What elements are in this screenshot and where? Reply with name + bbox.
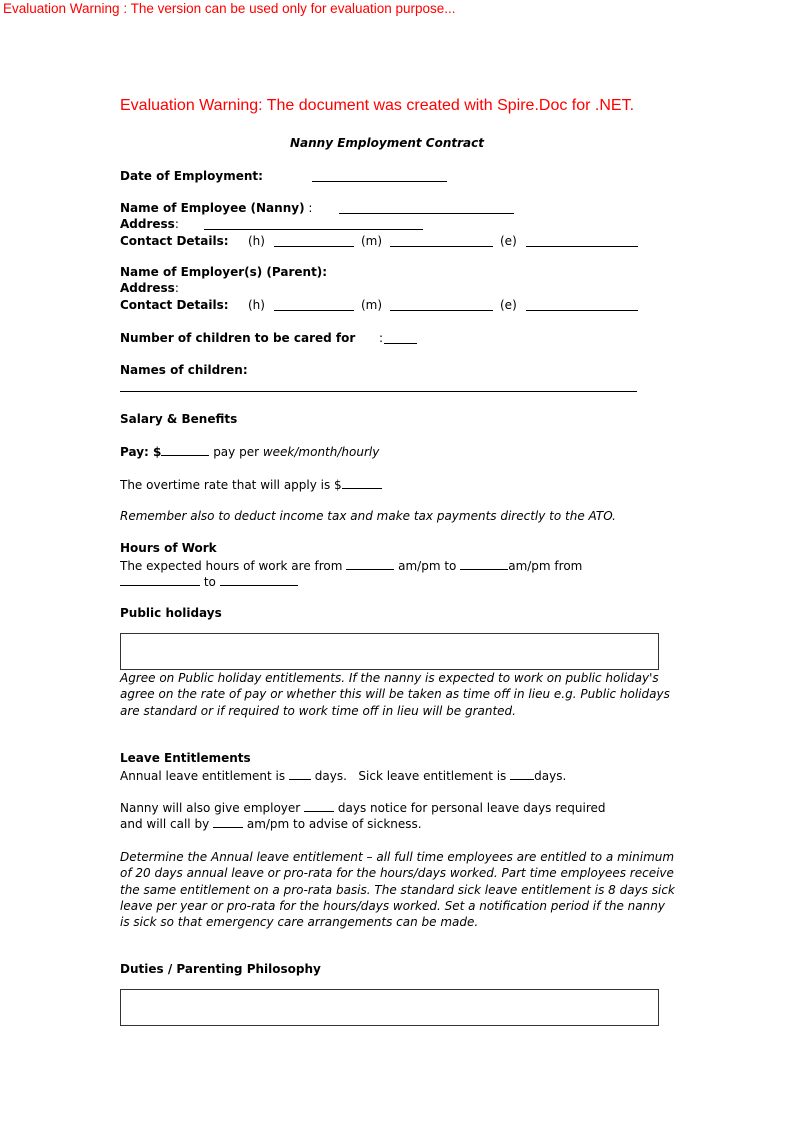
employer-name-label: Name of Employer(s) (Parent):	[120, 265, 328, 279]
pay-amount-field[interactable]	[161, 444, 209, 456]
employee-address-sep: :	[174, 217, 179, 231]
notice-days-field[interactable]	[304, 800, 334, 812]
employee-name-field[interactable]	[339, 213, 514, 214]
call-by-label: and will call by	[120, 817, 210, 831]
annual-leave-days-label: days.	[314, 769, 347, 783]
hours-heading: Hours of Work	[120, 541, 217, 555]
leave-heading: Leave Entitlements	[120, 751, 251, 765]
employee-address-field[interactable]	[204, 229, 423, 230]
notice-days-label: days notice for personal leave days required	[337, 801, 606, 815]
hours-to-label: to	[203, 575, 216, 589]
employer-address-label: Address	[120, 281, 175, 295]
employee-name-label: Name of Employee (Nanny)	[120, 201, 305, 215]
evaluation-warning-banner: Evaluation Warning : The version can be used only for evaluation purpose...	[3, 1, 456, 16]
salary-heading: Salary & Benefits	[120, 412, 238, 426]
days-start-field[interactable]	[120, 574, 200, 586]
children-names-label: Names of children:	[120, 363, 248, 377]
employer-contact-e-label: (e)	[500, 298, 517, 312]
date-of-employment-field[interactable]	[312, 181, 447, 182]
pay-per-label: pay per	[213, 445, 260, 459]
employee-contact-e-label: (e)	[500, 234, 517, 248]
document-evaluation-warning: Evaluation Warning: The document was created with Spire.Doc for .NET.	[120, 97, 635, 114]
document-title: Nanny Employment Contract	[290, 136, 484, 150]
children-names-field[interactable]	[120, 391, 637, 392]
public-holidays-heading: Public holidays	[120, 606, 222, 620]
hours-text: The expected hours of work are from	[120, 559, 343, 573]
employee-phone-home-field[interactable]	[274, 246, 354, 247]
employee-phone-mobile-field[interactable]	[390, 246, 493, 247]
duties-input-box[interactable]	[120, 989, 659, 1026]
overtime-rate-field[interactable]	[342, 477, 382, 489]
hours-end-field[interactable]	[460, 558, 508, 570]
employee-email-field[interactable]	[526, 246, 638, 247]
sick-leave-days-field[interactable]	[510, 768, 534, 780]
notice-label: Nanny will also give employer	[120, 801, 301, 815]
employer-phone-mobile-field[interactable]	[390, 310, 493, 311]
employee-contact-h-label: (h)	[248, 234, 265, 248]
employer-contact-label: Contact Details:	[120, 298, 229, 312]
employee-contact-label: Contact Details:	[120, 234, 229, 248]
children-count-label: Number of children to be cared for	[120, 331, 356, 345]
public-holidays-note: Agree on Public holiday entitlements. If the nanny is expected to work on public holiday's agree on the rate of pay or whether this will be taken as time off in lieu e.g. Public holidays are standard or if required to work time off in lieu will be granted.	[120, 671, 670, 718]
employer-phone-home-field[interactable]	[274, 310, 354, 311]
public-holidays-input-box[interactable]	[120, 633, 659, 670]
employee-name-sep: :	[308, 201, 313, 215]
tax-note: Remember also to deduct income tax and make tax payments directly to the ATO.	[120, 509, 616, 523]
employer-address-sep: :	[174, 281, 179, 295]
hours-ampm-from: am/pm from	[508, 559, 583, 573]
hours-ampm-to: am/pm to	[398, 559, 457, 573]
pay-label: Pay: $	[120, 445, 162, 459]
leave-note: Determine the Annual leave entitlement – all full time employees are entitled to a minimum of 20 days annual leave or pro-rata for the hours/days worked. Part time employees receive the same entitlement on a pro-rata basis. The standard sick leave entitlement is 8 days sick leave per year or pro-rata for the hours/days worked. Set a notification period if the nanny is sick so that emergency care arrangements can be made.	[120, 850, 675, 930]
overtime-label: The overtime rate that will apply is $	[120, 478, 342, 492]
date-of-employment-label: Date of Employment:	[120, 169, 263, 183]
duties-heading: Duties / Parenting Philosophy	[120, 962, 321, 976]
annual-leave-label: Annual leave entitlement is	[120, 769, 286, 783]
children-count-field[interactable]	[384, 343, 417, 344]
employee-contact-m-label: (m)	[361, 234, 383, 248]
days-end-field[interactable]	[220, 574, 298, 586]
annual-leave-days-field[interactable]	[289, 768, 311, 780]
call-by-suffix: am/pm to advise of sickness.	[246, 817, 422, 831]
hours-start-field[interactable]	[346, 558, 394, 570]
employee-address-label: Address	[120, 217, 175, 231]
employer-contact-m-label: (m)	[361, 298, 383, 312]
pay-period-options: week/month/hourly	[262, 445, 380, 459]
employer-contact-h-label: (h)	[248, 298, 265, 312]
sick-leave-label: Sick leave entitlement is	[358, 769, 507, 783]
sick-leave-days-label: days.	[534, 769, 567, 783]
call-by-time-field[interactable]	[213, 816, 243, 828]
employer-email-field[interactable]	[526, 310, 638, 311]
children-count-sep: :	[379, 331, 384, 345]
